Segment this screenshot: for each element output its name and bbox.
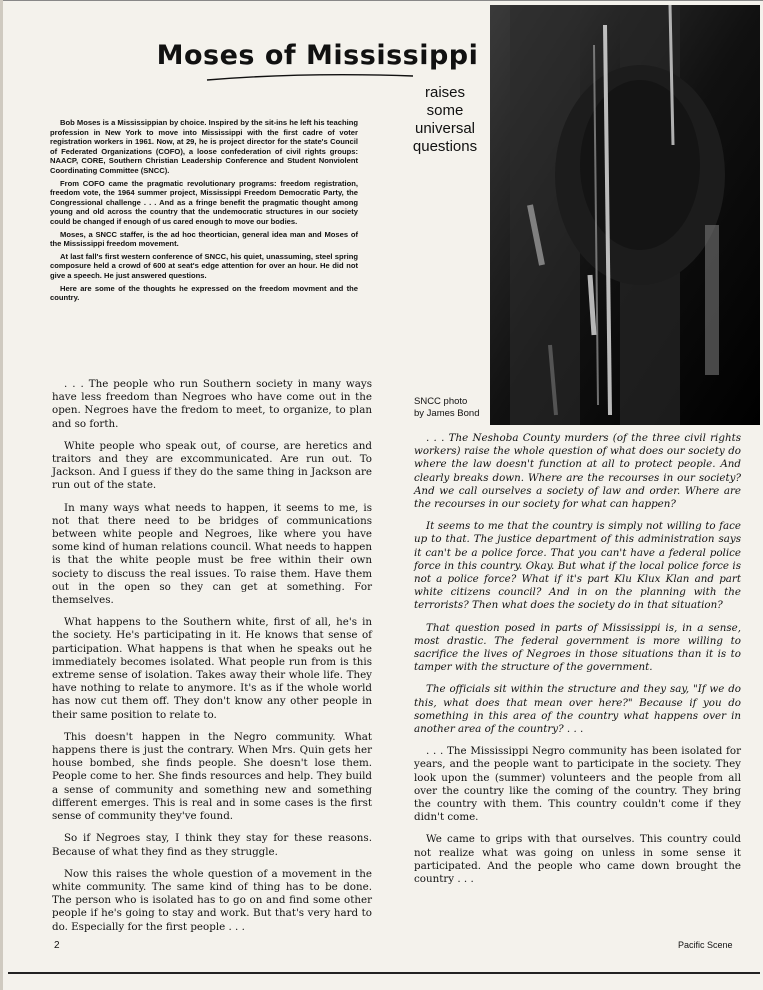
body-paragraph: This doesn't happen in the Negro community. What happens there is just the contrary. When Mrs. Quin gets her house bombed, she finds people. She doesn't lose them. People come to her. She finds resources and help. They build a sense of community and something new and something different emerges. This is real and in some cases is the first sense of community they've found. [52, 730, 372, 823]
intro-paragraph: Bob Moses is a Mississippian by choice. Inspired by the sit-ins he left his teaching profession in New York to move into Mississippi with the first cadre of voter registration workers in 1961. Now, at 29, he is project director for the state's Council of Federated Organizations (COFO), a loose confederation of civil rights groups: NAACP, CORE, Southern Christian Leadership Conference and Student Nonviolent Coordinating Committee (SNCC). [50, 118, 358, 175]
intro-paragraph: At last fall's first western conference of SNCC, his quiet, unassuming, steel spring composure held a crowd of 600 at seat's edge attention for over an hour. He did not give a speech. He just answered questions. [50, 251, 358, 280]
intro-paragraph: From COFO came the pragmatic revolutionary programs: freedom registration, freedom vote, the 1964 summer project, Mississippi Freedom Democratic Party, the Congressional challenge . . . And as a fringe benefit the pragmatic thought among young and old across the country that the undemocratic structures in our society could be changed if enough of us cared enough to move our bodies. [50, 178, 358, 226]
intro-block [50, 118, 358, 306]
publication-footer: Pacific Scene [678, 940, 733, 950]
photo-credit-line: by James Bond [414, 408, 480, 419]
body-paragraph: White people who speak out, of course, are heretics and traitors and they are excommunicated. Are run out. To Jackson. And I guess if they do the same thing in Jackson are run out of the state. [52, 439, 372, 492]
photo-credit [414, 396, 494, 420]
article-subtitle [404, 84, 486, 156]
subtitle-line: questions [412, 138, 478, 155]
portrait-photo [490, 5, 760, 425]
right-column [414, 432, 741, 895]
body-paragraph: What happens to the Southern white, first of all, he's in the society. He's participating in it. He knows that sense of participation. What happens is that when he speaks out he immediately becomes isolated. What people run from is this extreme sense of isolation. Takes away their whole life. They have nothing to relate to anymore. It's as if the whole world has now cut them off. They don't know any other people in their same position to relate to. [52, 616, 372, 721]
intro-paragraph: Moses, a SNCC staffer, is the ad hoc theortician, general idea man and Moses of the Mississippi freedom movement. [50, 229, 358, 249]
subtitle-line: some [426, 102, 464, 119]
intro-paragraph: Here are some of the thoughts he expressed on the freedom movment and the country. [50, 283, 358, 303]
subtitle-line: raises [424, 84, 465, 101]
bottom-rule [8, 972, 760, 974]
body-paragraph: . . . The people who run Southern society in many ways have less freedom than Negroes who have come out in the open. Negroes have the fredom to meet, to organize, to plan and so forth. [52, 378, 372, 430]
title-underline-swash [205, 70, 415, 84]
body-paragraph: . . . The Mississippi Negro community has been isolated for years, and the people want to participate in the society. They look upon the (summer) volunteers and the people from all over the country like the coming of the country. They bring the country with them. This country couldn't come if they didn't come. [414, 745, 741, 824]
top-edge-line [0, 0, 763, 1]
body-paragraph: So if Negroes stay, I think they stay for these reasons. Because of what they find as they struggle. [52, 832, 372, 858]
body-paragraph: That question posed in parts of Mississippi is, in a sense, most drastic. The federal government is more willing to sacrifice the lives of Negroes in those situations than it is to tamper with the structure of the government. [414, 621, 741, 674]
body-paragraph: Now this raises the whole question of a movement in the white community. The same kind of thing has to be done. The person who is isolated has to go on and find some other people if he's going to stay and work. But that's very hard to do. Especially for the first people . . . [52, 867, 372, 933]
photo-credit-line: SNCC photo [414, 396, 468, 407]
body-paragraph: We came to grips with that ourselves. This country could not realize what was going on unless in some sense it participated. And the people who came down brought the country . . . [414, 833, 741, 886]
page-left-edge [0, 0, 3, 990]
body-paragraph: It seems to me that the country is simply not willing to face up to that. The justice department of this administration says it can't be a police force. That you can't have a federal police force in this country. Okay. But what if the local police force is not a police force? What if it's part Klu Klux Klan and part white citizens council? And in on the planning with the terrorists? Then what does the society do in that situation? [414, 520, 741, 612]
page-number: 2 [54, 940, 60, 951]
subtitle-line: universal [414, 120, 476, 137]
article-title: Moses of Mississippi [156, 40, 479, 71]
body-paragraph: The officials sit within the structure and they say, "If we do this, what does that mean over here?" Because if you do something in this area of the country what happens over in another area of the country? . . . [414, 683, 741, 736]
left-column [52, 378, 372, 943]
body-paragraph: . . . The Neshoba County murders (of the three civil rights workers) raise the whole question of what does our society do where the law doesn't function at all to protect people. And clearly breaks down. Where are the recourses in our society? And we call ourselves a society of law and order. Where are the recourses in our society for what can happen? [414, 432, 741, 511]
body-paragraph: In many ways what needs to happen, it seems to me, is not that there need to be bridges of communications between white people and Negroes, like where you have some kind of human relations council. What needs to happen is that the white people must be free within their own society to discuss the real issues. To raise them. Have them out in the open so they can get at something. For themselves. [52, 501, 372, 607]
